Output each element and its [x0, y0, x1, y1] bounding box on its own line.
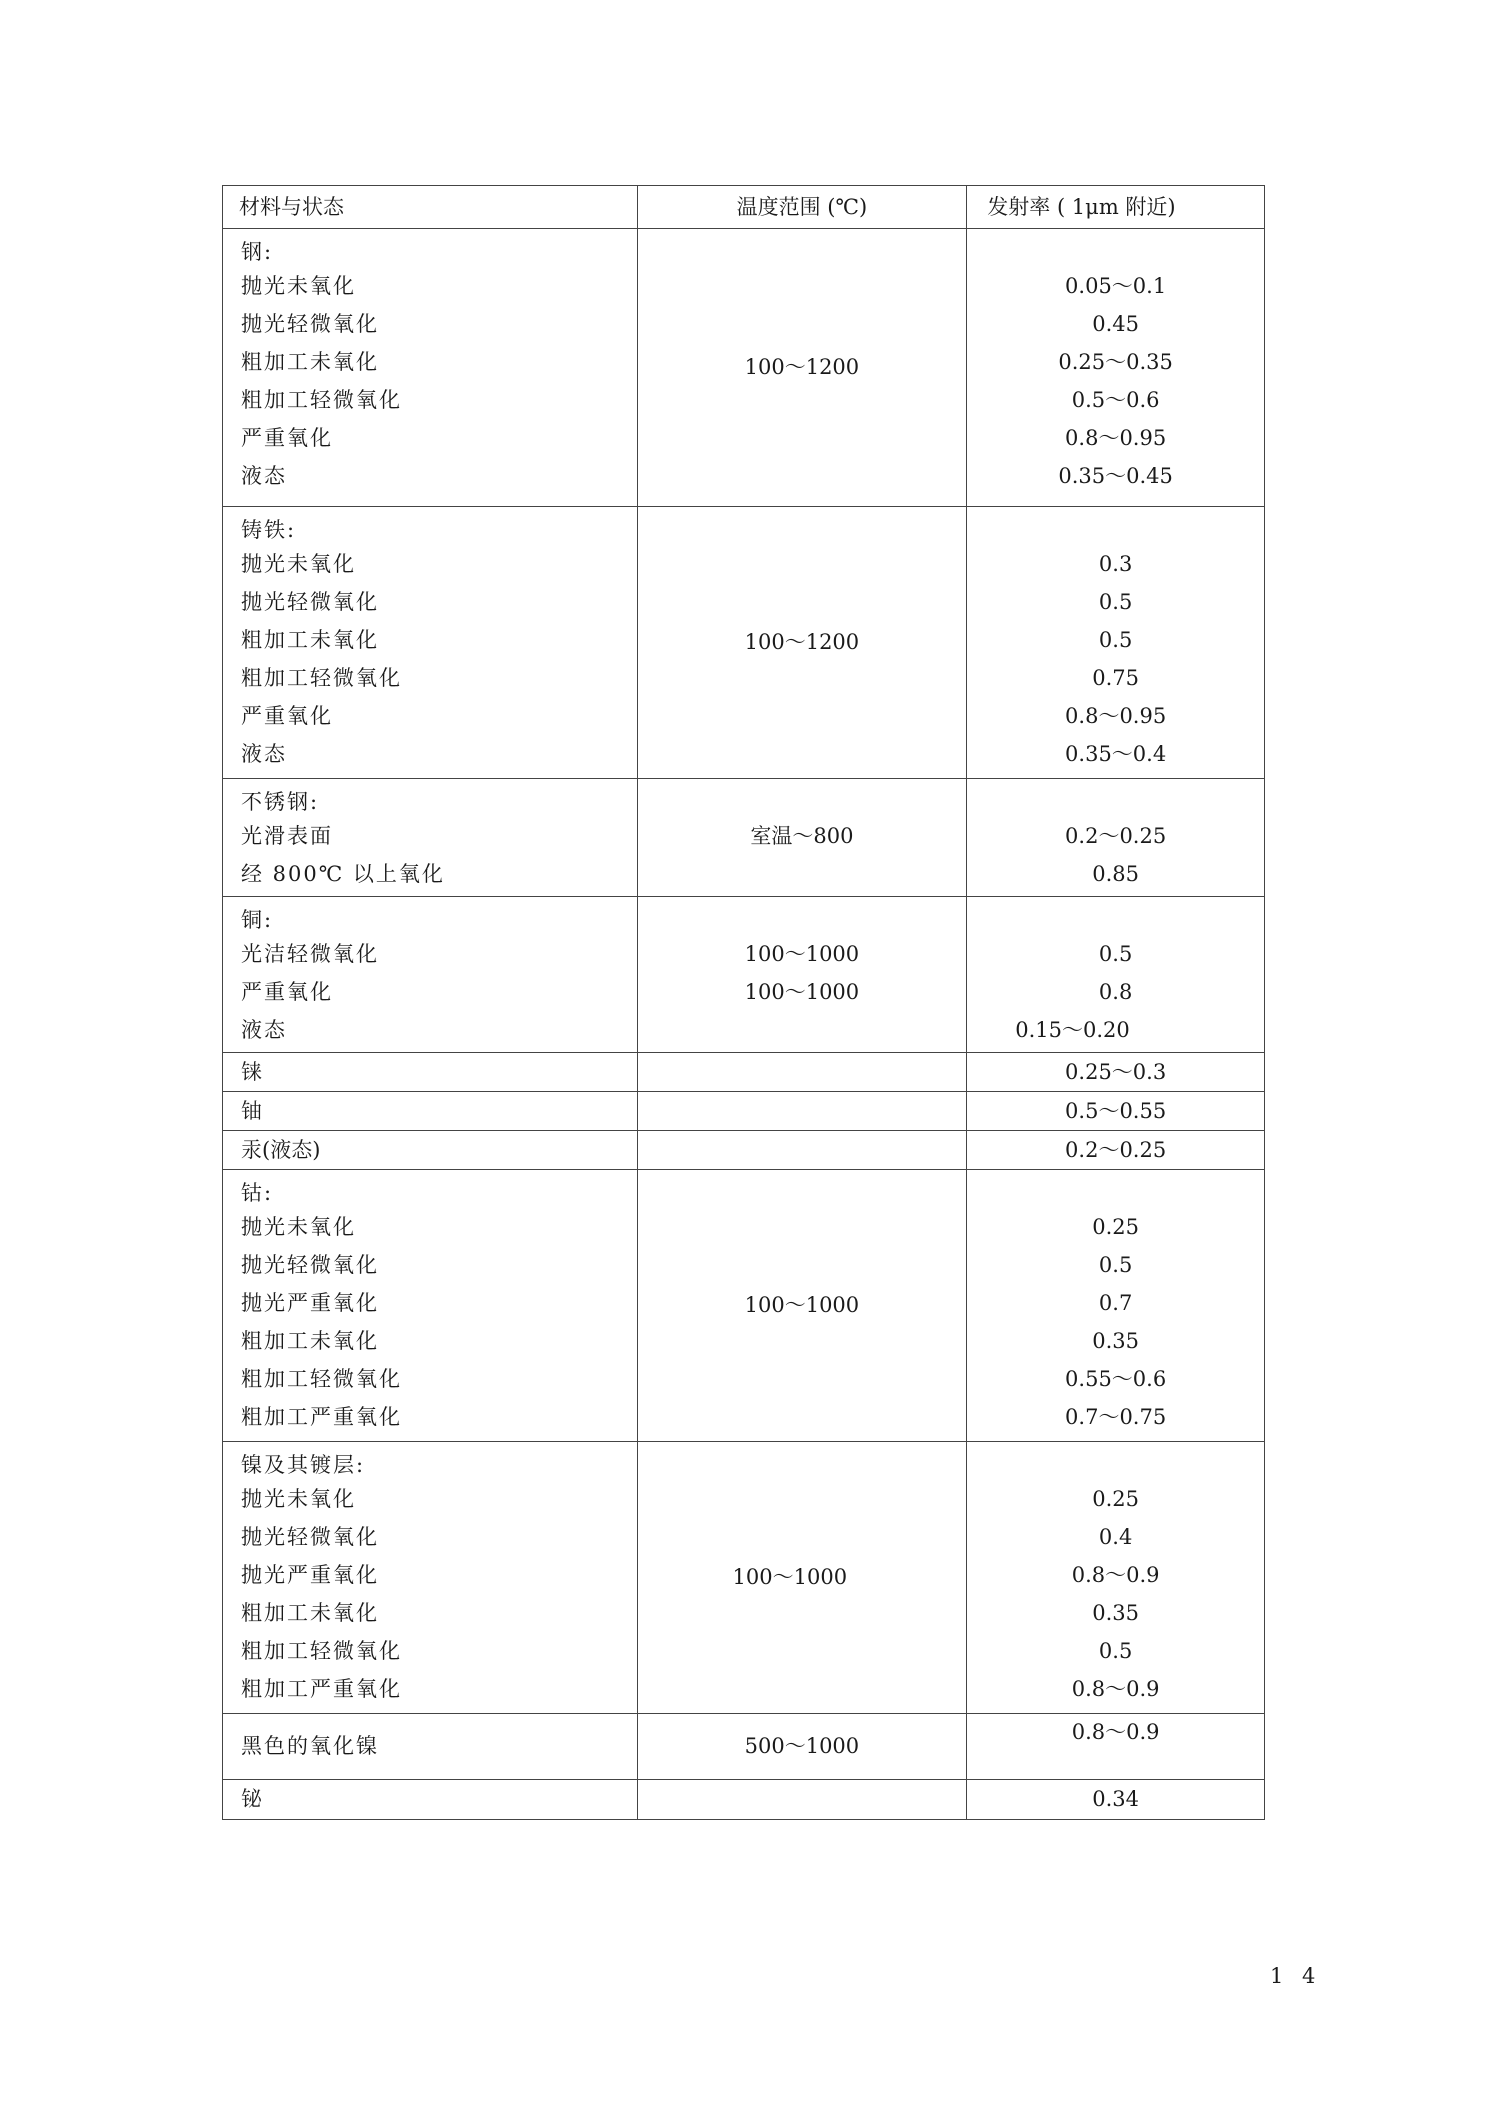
emissivity-value: 0.35～0.45 — [1058, 463, 1173, 488]
material-cell — [223, 229, 638, 507]
emissivity-cell: 0.34 — [967, 1780, 1265, 1820]
temperature-cell: 500～1000 — [637, 1714, 967, 1780]
material-item: 经 800℃ 以上氧化 — [241, 861, 445, 886]
material-item: 光洁轻微氧化 — [241, 941, 379, 966]
emissivity-value: 0.8～0.95 — [1065, 703, 1167, 728]
material-item: 抛光轻微氧化 — [241, 1252, 379, 1277]
material-item: 粗加工未氧化 — [241, 349, 379, 374]
emissivity-value: 0.25 — [1092, 1486, 1140, 1511]
material-cell — [223, 507, 638, 779]
table-row-black-nickel-oxide — [223, 1714, 1265, 1780]
emissivity-value: 0.5 — [1098, 941, 1133, 966]
emissivity-value: 0.05～0.1 — [1065, 273, 1167, 298]
material-item: 液态 — [241, 741, 287, 766]
emissivity-value: 0.75 — [1092, 665, 1140, 690]
emissivity-value: 0.25 — [1092, 1214, 1140, 1239]
material-item: 粗加工严重氧化 — [241, 1676, 402, 1701]
emissivity-cell — [967, 507, 1265, 779]
table-row-stainless-steel — [223, 779, 1265, 897]
emissivity-cell — [967, 897, 1265, 1053]
table-row-cast-iron — [223, 507, 1265, 779]
material-item: 液态 — [241, 1017, 287, 1042]
material-item: 严重氧化 — [241, 425, 333, 450]
emissivity-cell — [967, 779, 1265, 897]
material-item: 抛光未氧化 — [241, 1214, 356, 1239]
emissivity-value: 0.2～0.25 — [1065, 823, 1167, 848]
emissivity-value: 0.35 — [1092, 1328, 1140, 1353]
emissivity-value: 0.45 — [1092, 311, 1140, 336]
material-item: 粗加工轻微氧化 — [241, 1366, 402, 1391]
temperature-cell: 100～1200 — [637, 229, 967, 507]
emissivity-value: 0.25～0.35 — [1058, 349, 1173, 374]
material-item: 抛光严重氧化 — [241, 1290, 379, 1315]
temperature-value: 100～1000 — [744, 979, 860, 1004]
group-title: 不锈钢: — [241, 789, 320, 814]
emissivity-value: 0.7～0.75 — [1065, 1404, 1167, 1429]
material-item: 粗加工未氧化 — [241, 627, 379, 652]
material-item: 抛光轻微氧化 — [241, 589, 379, 614]
emissivity-cell — [967, 1170, 1265, 1442]
emissivity-value: 0.7 — [1098, 1290, 1133, 1315]
emissivity-cell: 0.8～0.9 — [967, 1714, 1265, 1780]
material-item: 粗加工轻微氧化 — [241, 1638, 402, 1663]
table-row-steel — [223, 229, 1265, 507]
material-item: 抛光未氧化 — [241, 551, 356, 576]
material-item: 严重氧化 — [241, 979, 333, 1004]
material-cell: 铋 — [223, 1780, 638, 1820]
emissivity-value: 0.5 — [1098, 1252, 1133, 1277]
material-item: 抛光轻微氧化 — [241, 311, 379, 336]
material-cell — [223, 897, 638, 1053]
material-cell: 汞(液态) — [223, 1131, 638, 1170]
emissivity-cell — [967, 229, 1265, 507]
emissivity-value: 0.8～0.9 — [1071, 1676, 1160, 1701]
temperature-cell — [637, 779, 967, 897]
emissivity-value: 0.5 — [1098, 589, 1133, 614]
material-item: 粗加工未氧化 — [241, 1328, 379, 1353]
material-cell: 铀 — [223, 1092, 638, 1131]
material-item: 抛光严重氧化 — [241, 1562, 379, 1587]
material-item: 粗加工未氧化 — [241, 1600, 379, 1625]
material-item: 粗加工轻微氧化 — [241, 665, 402, 690]
emissivity-value: 0.55～0.6 — [1065, 1366, 1167, 1391]
emissivity-value: 0.35～0.4 — [1065, 741, 1167, 766]
emissivity-cell: 0.25～0.3 — [967, 1053, 1265, 1092]
emissivity-value: 0.3 — [1098, 551, 1133, 576]
temperature-cell — [637, 1442, 967, 1714]
table-row-bismuth — [223, 1780, 1265, 1820]
material-item: 抛光未氧化 — [241, 1486, 356, 1511]
header-emissivity: 发射率 ( 1μm 附近) — [967, 186, 1265, 229]
emissivity-value: 0.8～0.9 — [1071, 1562, 1160, 1587]
material-cell — [223, 1442, 638, 1714]
temperature-cell: 100～1200 — [637, 507, 967, 779]
material-item: 严重氧化 — [241, 703, 333, 728]
group-title: 钴: — [241, 1180, 274, 1205]
emissivity-value: 0.5～0.6 — [1071, 387, 1160, 412]
material-item: 抛光轻微氧化 — [241, 1524, 379, 1549]
temperature-value: 100～1000 — [744, 941, 860, 966]
group-title: 镍及其镀层: — [241, 1452, 366, 1477]
header-temperature: 温度范围 (℃) — [637, 186, 967, 229]
temperature-cell — [637, 1092, 967, 1131]
emissivity-cell: 0.2～0.25 — [967, 1131, 1265, 1170]
temperature-value: 100～1000 — [732, 1565, 848, 1589]
group-title: 铸铁: — [241, 517, 297, 542]
temperature-value: 室温～800 — [750, 823, 854, 848]
emissivity-table — [222, 185, 1265, 1820]
material-item: 抛光未氧化 — [241, 273, 356, 298]
table-row-mercury — [223, 1131, 1265, 1170]
table-row-rhenium — [223, 1053, 1265, 1092]
emissivity-cell: 0.5～0.55 — [967, 1092, 1265, 1131]
material-cell — [223, 779, 638, 897]
emissivity-value: 0.5 — [1098, 1638, 1133, 1663]
group-title: 铜: — [241, 907, 274, 932]
page-number: 1 4 — [1270, 1964, 1322, 1988]
header-material: 材料与状态 — [223, 186, 638, 229]
temperature-cell — [637, 1053, 967, 1092]
emissivity-value: 0.8～0.95 — [1065, 425, 1167, 450]
temperature-cell: 100～1000 — [637, 1170, 967, 1442]
temperature-cell — [637, 1131, 967, 1170]
emissivity-cell — [967, 1442, 1265, 1714]
emissivity-value: 0.4 — [1098, 1524, 1133, 1549]
material-cell: 铼 — [223, 1053, 638, 1092]
table-row-copper — [223, 897, 1265, 1053]
table-row-nickel — [223, 1442, 1265, 1714]
material-item: 液态 — [241, 463, 287, 488]
emissivity-value: 0.8 — [1098, 979, 1133, 1004]
material-item: 光滑表面 — [241, 823, 333, 848]
table-header-row — [223, 186, 1265, 229]
emissivity-value: 0.15～0.20 — [1015, 1017, 1130, 1042]
material-item: 粗加工轻微氧化 — [241, 387, 402, 412]
material-cell — [223, 1170, 638, 1442]
emissivity-value: 0.5 — [1098, 627, 1133, 652]
emissivity-value: 0.35 — [1092, 1600, 1140, 1625]
temperature-cell — [637, 1780, 967, 1820]
material-cell: 黑色的氧化镍 — [223, 1714, 638, 1780]
group-title: 钢: — [241, 239, 274, 264]
table-row-uranium — [223, 1092, 1265, 1131]
material-item: 粗加工严重氧化 — [241, 1404, 402, 1429]
table-row-cobalt — [223, 1170, 1265, 1442]
emissivity-value: 0.85 — [1092, 861, 1140, 886]
temperature-cell — [637, 897, 967, 1053]
